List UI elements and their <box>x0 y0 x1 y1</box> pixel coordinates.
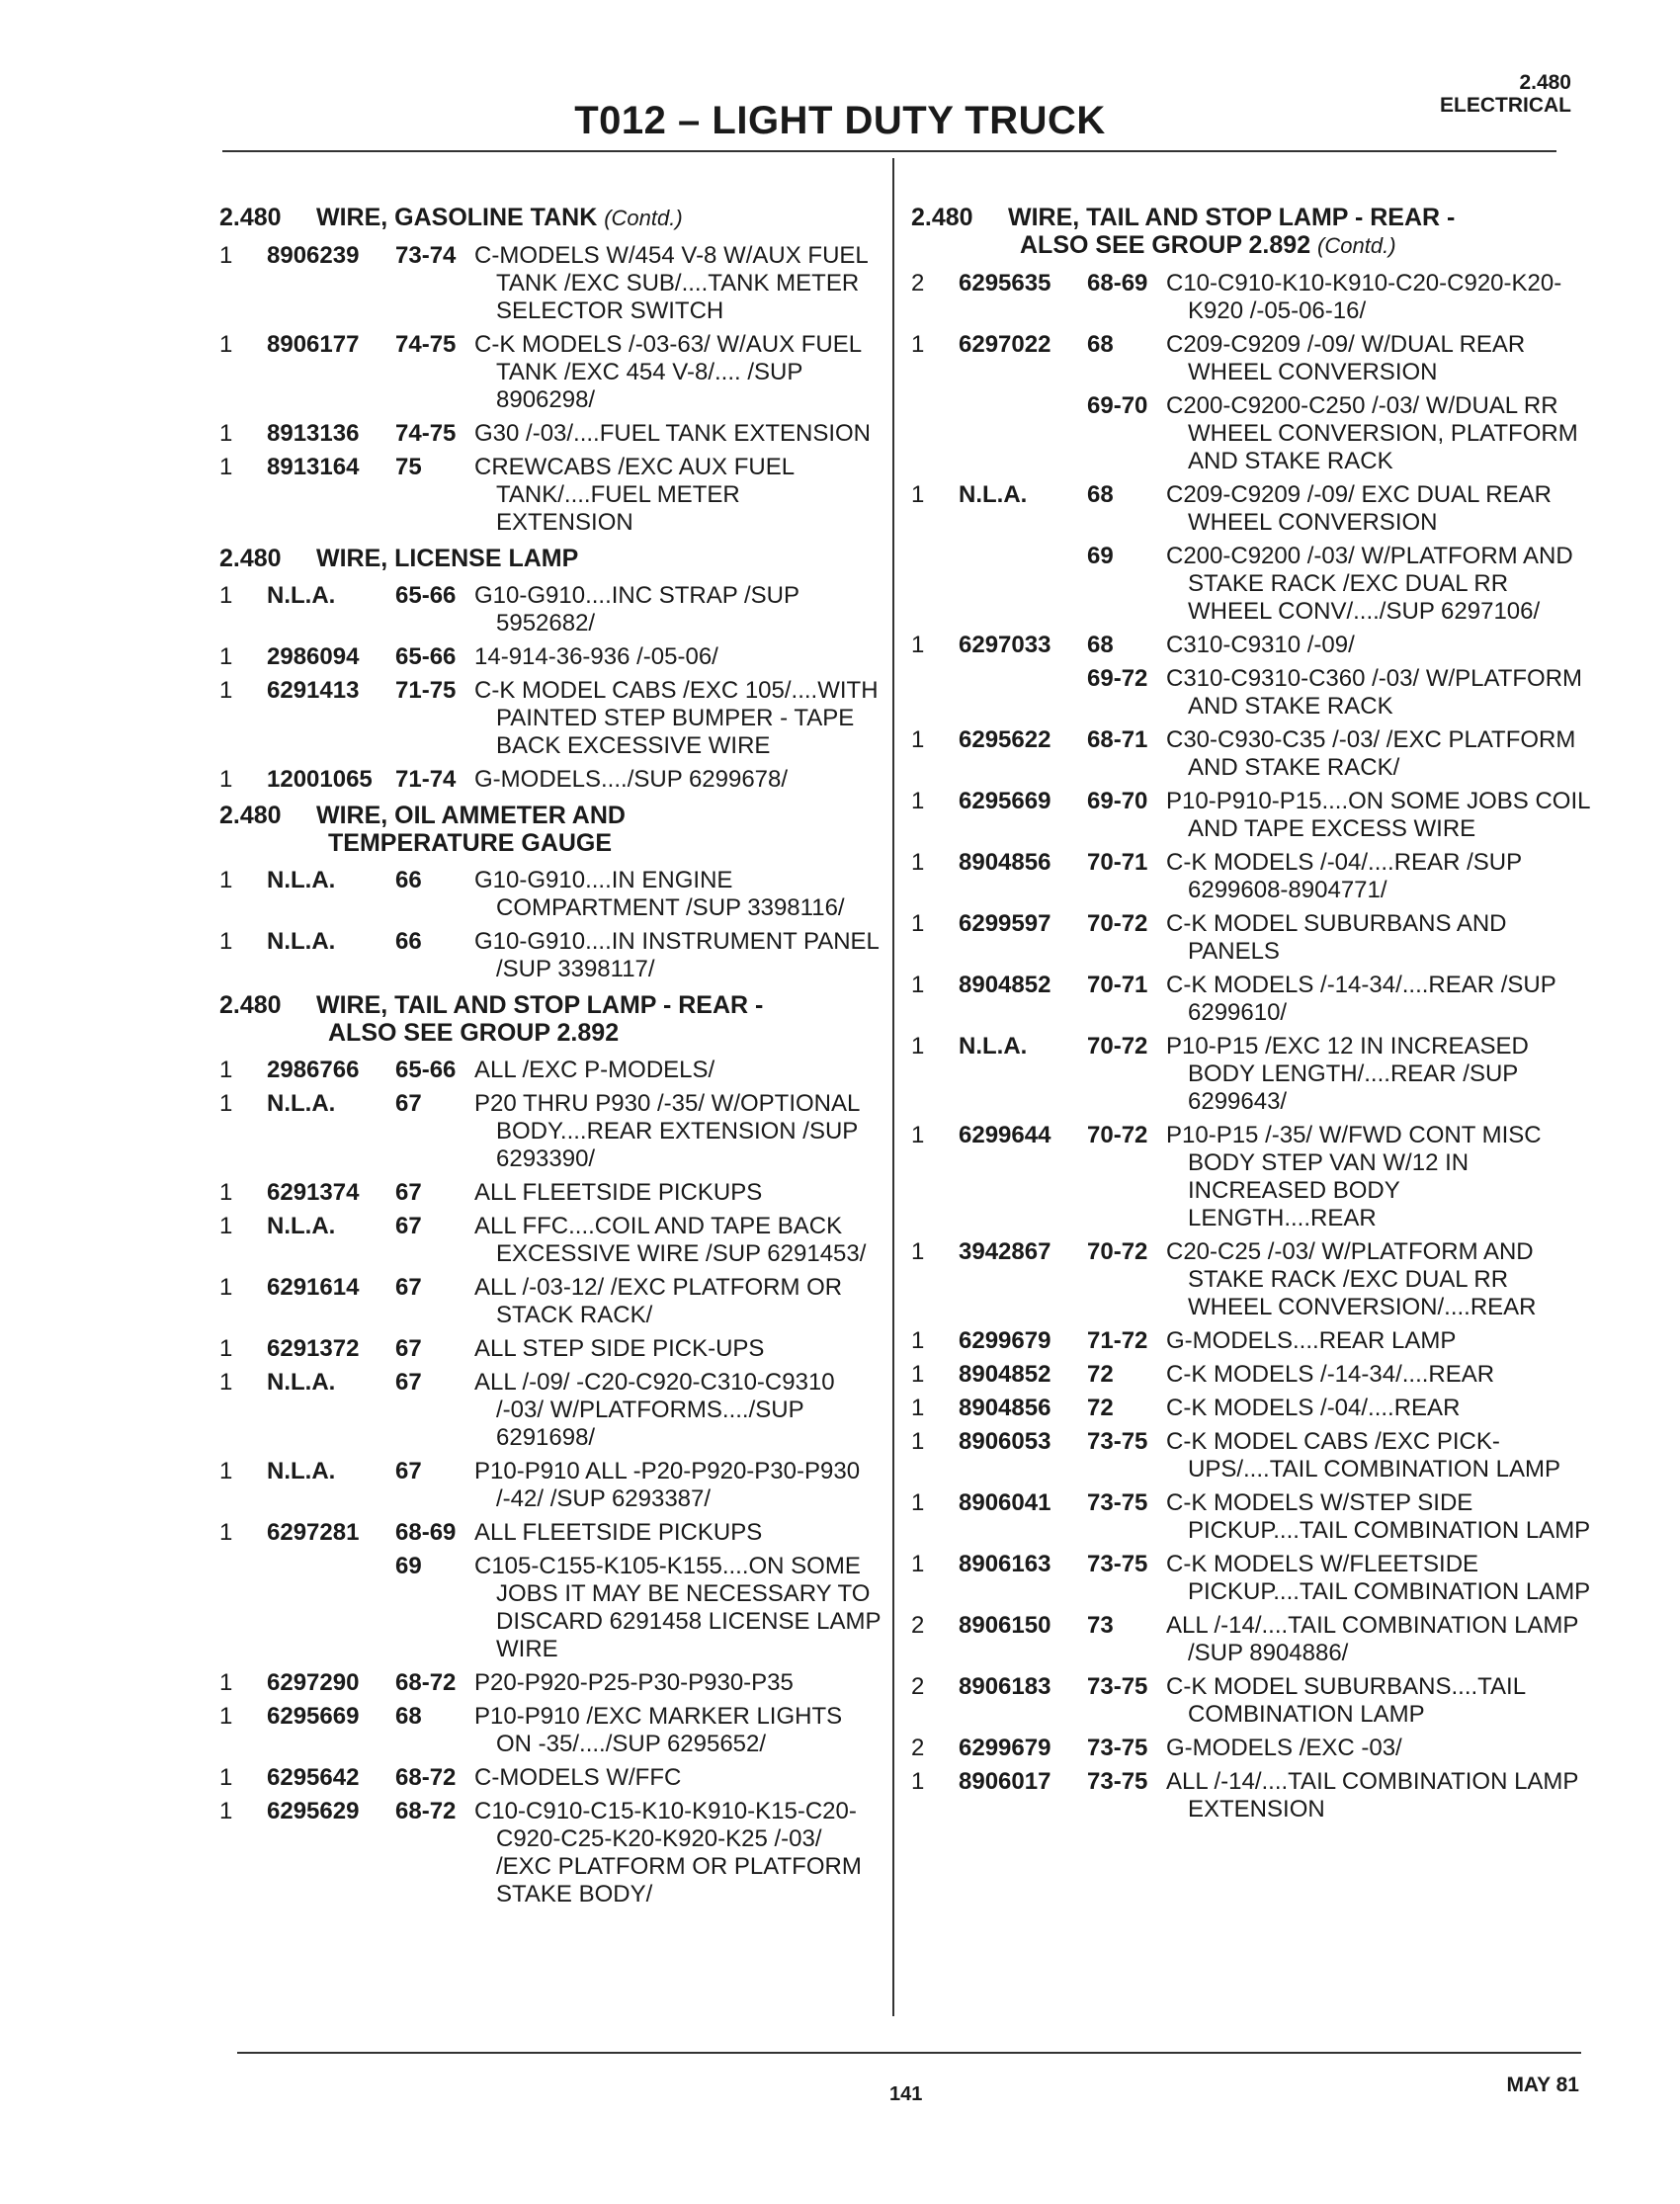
description: P10-P910-P15....ON SOME JOBS COIL AND TAPE EXCESS WIRE <box>1166 788 1590 842</box>
part-row <box>911 1395 1593 1422</box>
contd-label: (Contd.) <box>604 206 683 230</box>
description: ALL FFC....COIL AND TAPE BACK EXCESSIVE WIRE /SUP 6291453/ <box>474 1213 867 1267</box>
group-name: ELECTRICAL <box>1440 94 1571 117</box>
section-heading <box>219 802 882 857</box>
description: G30 /-03/....FUEL TANK EXTENSION <box>474 420 872 447</box>
part-number: N.L.A. <box>267 1458 336 1484</box>
quantity: 2 <box>911 270 925 297</box>
quantity <box>911 392 959 475</box>
description: C-K MODELS /-03-63/ W/AUX FUEL TANK /EXC 454 V-8/.... /SUP 8906298/ <box>474 331 862 413</box>
description: G-MODELS....REAR LAMP <box>1166 1327 1457 1354</box>
part-number: 6295635 <box>959 270 1051 297</box>
part-row <box>219 1458 882 1513</box>
model-years: 69 <box>395 1553 422 1579</box>
description: C-K MODELS W/FLEETSIDE PICKUP....TAIL COMBINATION LAMP <box>1166 1551 1591 1605</box>
part-row <box>911 1122 1593 1232</box>
column-divider <box>892 158 894 2016</box>
model-years: 73-75 <box>1087 1428 1148 1455</box>
quantity: 1 <box>219 677 233 704</box>
section-title-line2 <box>328 1019 882 1047</box>
quantity: 1 <box>911 1768 925 1795</box>
part-number: N.L.A. <box>267 867 336 893</box>
section-title-line2 <box>1020 231 1593 260</box>
part-number: 6297022 <box>959 331 1051 358</box>
section-title-text: WIRE, TAIL AND STOP LAMP - REAR - <box>1008 204 1456 231</box>
part-number: 6295669 <box>267 1703 360 1730</box>
quantity: 1 <box>219 1179 233 1206</box>
model-years: 67 <box>395 1458 422 1484</box>
model-years: 72 <box>1087 1395 1114 1421</box>
part-number: 8906150 <box>959 1612 1051 1639</box>
part-number: N.L.A. <box>267 928 336 955</box>
left-column <box>219 196 882 1914</box>
part-number: N.L.A. <box>267 582 336 609</box>
part-number: 2986766 <box>267 1057 360 1083</box>
part-row <box>219 1703 882 1758</box>
part-row <box>219 1274 882 1329</box>
description: C209-C9209 /-09/ EXC DUAL REAR WHEEL CONVERSION <box>1166 481 1552 536</box>
description: ALL /-14/....TAIL COMBINATION LAMP /SUP 8904886/ <box>1166 1612 1578 1666</box>
quantity <box>911 543 959 626</box>
section-heading <box>911 204 1593 260</box>
section-title <box>316 204 882 232</box>
quantity: 1 <box>219 1458 233 1484</box>
description: C-K MODELS /-14-34/....REAR <box>1166 1361 1495 1388</box>
part-row <box>219 1057 882 1084</box>
quantity: 1 <box>911 331 925 358</box>
part-number: 8906053 <box>959 1428 1051 1455</box>
model-years: 67 <box>395 1213 422 1239</box>
quantity: 1 <box>219 1703 233 1730</box>
part-number: 6299597 <box>959 910 1051 937</box>
quantity: 1 <box>219 1798 233 1824</box>
part-number: 6295669 <box>959 788 1051 814</box>
description: G10-G910....INC STRAP /SUP 5952682/ <box>474 582 799 636</box>
section-number: 2.480 <box>911 204 973 231</box>
part-number: 6291372 <box>267 1335 360 1362</box>
quantity: 1 <box>219 242 233 269</box>
model-years: 70-71 <box>1087 849 1148 876</box>
part-number: 6297281 <box>267 1519 360 1546</box>
model-years: 67 <box>395 1090 422 1117</box>
part-row <box>911 1238 1593 1321</box>
part-number: 6297290 <box>267 1669 360 1696</box>
part-row <box>911 1673 1593 1729</box>
part-number: 2986094 <box>267 643 360 670</box>
description: ALL FLEETSIDE PICKUPS <box>474 1179 763 1206</box>
part-number <box>959 543 1087 626</box>
part-row <box>911 1489 1593 1545</box>
model-years: 74-75 <box>395 420 457 447</box>
page-title: T012 – LIGHT DUTY TRUCK <box>574 99 1106 142</box>
model-years: 70-71 <box>1087 972 1148 998</box>
description: P10-P15 /-35/ W/FWD CONT MISC BODY STEP VAN W/12 IN INCREASED BODY LENGTH....REAR <box>1166 1122 1542 1231</box>
description: ALL FLEETSIDE PICKUPS <box>474 1519 763 1546</box>
right-column <box>911 196 1593 1829</box>
model-years: 73-75 <box>1087 1735 1148 1761</box>
section-title-text: WIRE, OIL AMMETER AND <box>316 802 626 829</box>
part-number: 6291374 <box>267 1179 360 1206</box>
part-number <box>959 665 1087 721</box>
model-years: 69-70 <box>1087 392 1148 419</box>
quantity: 1 <box>219 1669 233 1696</box>
model-years: 69-72 <box>1087 665 1148 692</box>
description: C-K MODEL SUBURBANS....TAIL COMBINATION LAMP <box>1166 1673 1526 1728</box>
part-row <box>911 665 1593 721</box>
model-years: 68-72 <box>395 1798 457 1824</box>
part-row <box>911 1033 1593 1116</box>
model-years: 67 <box>395 1179 422 1206</box>
group-number: 2.480 <box>1519 71 1571 94</box>
model-years: 68 <box>1087 632 1114 658</box>
model-years: 68-72 <box>395 1669 457 1696</box>
part-row <box>219 1213 882 1268</box>
part-number: 8906177 <box>267 331 360 358</box>
section-title-text: WIRE, TAIL AND STOP LAMP - REAR - <box>316 991 764 1019</box>
description: C-MODELS W/FFC <box>474 1764 682 1791</box>
section-title <box>1008 204 1593 231</box>
quantity: 1 <box>219 867 233 893</box>
section-title-text-2: ALSO SEE GROUP 2.892 <box>1020 231 1311 259</box>
description: C30-C930-C35 /-03/ /EXC PLATFORM AND STAKE RACK/ <box>1166 726 1576 781</box>
part-row <box>219 331 882 414</box>
quantity: 1 <box>219 1369 233 1396</box>
section-heading <box>219 545 882 572</box>
model-years: 73-75 <box>1087 1551 1148 1577</box>
description: P10-P15 /EXC 12 IN INCREASED BODY LENGTH/....REAR /SUP 6299643/ <box>1166 1033 1529 1115</box>
model-years: 65-66 <box>395 643 457 670</box>
description: ALL /EXC P-MODELS/ <box>474 1057 715 1083</box>
model-years: 68-69 <box>395 1519 457 1546</box>
description: C-K MODELS /-04/....REAR <box>1166 1395 1461 1421</box>
part-row <box>219 928 882 983</box>
part-row <box>911 270 1593 325</box>
section-number: 2.480 <box>219 204 282 231</box>
model-years: 75 <box>395 454 422 480</box>
model-years: 70-72 <box>1087 1122 1148 1148</box>
description: C-K MODELS W/STEP SIDE PICKUP....TAIL COMBINATION LAMP <box>1166 1489 1591 1544</box>
description: C10-C910-K10-K910-C20-C920-K20-K920 /-05-06-16/ <box>1166 270 1562 324</box>
part-row <box>911 788 1593 843</box>
description: 14-914-36-936 /-05-06/ <box>474 643 718 670</box>
description: P10-P910 /EXC MARKER LIGHTS ON -35/..../SUP 6295652/ <box>474 1703 843 1757</box>
section-number: 2.480 <box>219 545 282 572</box>
description: G-MODELS..../SUP 6299678/ <box>474 766 789 793</box>
model-years: 68 <box>395 1703 422 1730</box>
bottom-divider <box>237 2052 1581 2054</box>
part-row <box>911 1327 1593 1355</box>
quantity: 1 <box>219 766 233 793</box>
quantity: 1 <box>219 582 233 609</box>
part-row <box>911 1428 1593 1483</box>
part-row <box>219 242 882 325</box>
contd-label: (Contd.) <box>1317 233 1396 258</box>
group-header <box>1440 71 1571 117</box>
part-number: 8906041 <box>959 1489 1051 1516</box>
description: C-K MODELS /-14-34/....REAR /SUP 6299610/ <box>1166 972 1556 1026</box>
description: C200-C9200-C250 /-03/ W/DUAL RR WHEEL CONVERSION, PLATFORM AND STAKE RACK <box>1166 392 1578 474</box>
part-number: N.L.A. <box>267 1090 336 1117</box>
description: C209-C9209 /-09/ W/DUAL REAR WHEEL CONVERSION <box>1166 331 1526 385</box>
model-years: 73-75 <box>1087 1673 1148 1700</box>
model-years: 65-66 <box>395 582 457 609</box>
quantity: 2 <box>911 1612 925 1639</box>
quantity: 1 <box>911 1489 925 1516</box>
section-title-text: WIRE, GASOLINE TANK <box>316 204 598 231</box>
part-number: N.L.A. <box>267 1213 336 1239</box>
quantity: 1 <box>911 1122 925 1148</box>
part-row <box>911 1612 1593 1667</box>
section-title-text-2: TEMPERATURE GAUGE <box>328 829 613 857</box>
section-heading <box>219 991 882 1047</box>
part-row <box>219 643 882 671</box>
quantity: 1 <box>219 331 233 358</box>
part-row <box>219 1764 882 1792</box>
description: G-MODELS /EXC -03/ <box>1166 1735 1402 1761</box>
quantity: 1 <box>219 420 233 447</box>
description: P20 THRU P930 /-35/ W/OPTIONAL BODY....REAR EXTENSION /SUP 6293390/ <box>474 1090 860 1172</box>
part-row <box>911 849 1593 904</box>
quantity: 1 <box>911 481 925 508</box>
section-heading <box>219 204 882 232</box>
part-row <box>219 1519 882 1547</box>
part-number: 8913164 <box>267 454 360 480</box>
model-years: 65-66 <box>395 1057 457 1083</box>
quantity: 1 <box>219 1764 233 1791</box>
page-number: 141 <box>889 2083 923 2105</box>
part-row <box>219 582 882 637</box>
model-years: 68-71 <box>1087 726 1148 753</box>
part-number: N.L.A. <box>959 481 1028 508</box>
description: C20-C25 /-03/ W/PLATFORM AND STAKE RACK /EXC DUAL RR WHEEL CONVERSION/....REAR <box>1166 1238 1537 1320</box>
part-number: 6295629 <box>267 1798 360 1824</box>
model-years: 68-72 <box>395 1764 457 1791</box>
part-number: N.L.A. <box>267 1369 336 1396</box>
description: ALL /-14/....TAIL COMBINATION LAMP EXTENSION <box>1166 1768 1578 1823</box>
part-number: 8906163 <box>959 1551 1051 1577</box>
quantity: 1 <box>911 632 925 658</box>
quantity: 1 <box>219 643 233 670</box>
model-years: 73-75 <box>1087 1768 1148 1795</box>
part-number: 8906183 <box>959 1673 1051 1700</box>
quantity: 1 <box>219 1519 233 1546</box>
model-years: 74-75 <box>395 331 457 358</box>
quantity: 2 <box>911 1735 925 1761</box>
part-row <box>911 1768 1593 1823</box>
part-row <box>911 331 1593 386</box>
quantity: 1 <box>911 1033 925 1060</box>
quantity: 1 <box>911 910 925 937</box>
quantity: 1 <box>219 1057 233 1083</box>
part-row <box>219 1553 882 1663</box>
quantity: 1 <box>911 1327 925 1354</box>
description: P10-P910 ALL -P20-P920-P30-P930 /-42/ /SUP 6293387/ <box>474 1458 861 1512</box>
part-number: 6299679 <box>959 1327 1051 1354</box>
part-row <box>219 454 882 537</box>
model-years: 73 <box>1087 1612 1114 1639</box>
quantity: 1 <box>219 454 233 480</box>
model-years: 71-75 <box>395 677 457 704</box>
part-number <box>267 1553 395 1663</box>
part-row <box>219 1090 882 1173</box>
part-row <box>911 972 1593 1027</box>
top-divider <box>222 150 1556 152</box>
model-years: 70-72 <box>1087 1238 1148 1265</box>
part-number: 6299644 <box>959 1122 1051 1148</box>
part-row <box>911 632 1593 659</box>
part-number: 8913136 <box>267 420 360 447</box>
quantity <box>219 1553 267 1663</box>
description: ALL /-03-12/ /EXC PLATFORM OR STACK RACK/ <box>474 1274 843 1328</box>
model-years: 73-74 <box>395 242 457 269</box>
part-number: 8904852 <box>959 1361 1051 1388</box>
model-years: 68-69 <box>1087 270 1148 297</box>
part-number: 8904856 <box>959 849 1051 876</box>
quantity: 1 <box>911 972 925 998</box>
section-number: 2.480 <box>219 802 282 829</box>
description: C-K MODEL CABS /EXC 105/....WITH PAINTED STEP BUMPER - TAPE BACK EXCESSIVE WIRE <box>474 677 879 759</box>
quantity: 1 <box>219 928 233 955</box>
part-row <box>911 392 1593 475</box>
description: ALL /-09/ -C20-C920-C310-C9310 /-03/ W/PLATFORMS..../SUP 6291698/ <box>474 1369 835 1451</box>
part-number: 6291614 <box>267 1274 360 1301</box>
part-row <box>219 1335 882 1363</box>
model-years: 70-72 <box>1087 1033 1148 1060</box>
description: CREWCABS /EXC AUX FUEL TANK/....FUEL METER EXTENSION <box>474 454 795 536</box>
quantity: 1 <box>911 1361 925 1388</box>
part-number: 6297033 <box>959 632 1051 658</box>
description: C105-C155-K105-K155....ON SOME JOBS IT MAY BE NECESSARY TO DISCARD 6291458 LICENSE LAMP WIRE <box>474 1553 882 1662</box>
section-title <box>316 802 882 829</box>
description: C-K MODEL SUBURBANS AND PANELS <box>1166 910 1507 965</box>
part-row <box>911 481 1593 537</box>
description: C200-C9200 /-03/ W/PLATFORM AND STAKE RACK /EXC DUAL RR WHEEL CONV/..../SUP 6297106/ <box>1166 543 1573 625</box>
part-row <box>219 420 882 448</box>
quantity: 1 <box>911 726 925 753</box>
section-title-text: WIRE, LICENSE LAMP <box>316 545 579 572</box>
quantity: 1 <box>911 1395 925 1421</box>
description: P20-P920-P25-P30-P930-P35 <box>474 1669 794 1696</box>
description: G10-G910....IN ENGINE COMPARTMENT /SUP 3398116/ <box>474 867 845 921</box>
model-years: 71-72 <box>1087 1327 1148 1354</box>
description: C310-C9310-C360 /-03/ W/PLATFORM AND STAKE RACK <box>1166 665 1583 720</box>
part-row <box>911 726 1593 782</box>
description: C310-C9310 /-09/ <box>1166 632 1355 658</box>
section-title-text-2: ALSO SEE GROUP 2.892 <box>328 1019 620 1047</box>
model-years: 73-75 <box>1087 1489 1148 1516</box>
part-row <box>911 543 1593 626</box>
quantity: 1 <box>219 1274 233 1301</box>
part-row <box>219 1369 882 1452</box>
part-number: 6299679 <box>959 1735 1051 1761</box>
part-row <box>219 1179 882 1207</box>
part-row <box>911 1735 1593 1762</box>
part-number: N.L.A. <box>959 1033 1028 1060</box>
quantity: 1 <box>911 1551 925 1577</box>
part-number: 8904852 <box>959 972 1051 998</box>
part-row <box>219 867 882 922</box>
section-title-line2 <box>328 829 882 857</box>
section-title <box>316 991 882 1019</box>
model-years: 67 <box>395 1335 422 1362</box>
description: G10-G910....IN INSTRUMENT PANEL /SUP 3398117/ <box>474 928 879 982</box>
part-number: 6295642 <box>267 1764 360 1791</box>
part-row <box>219 1669 882 1697</box>
quantity <box>911 665 959 721</box>
model-years: 72 <box>1087 1361 1114 1388</box>
quantity: 2 <box>911 1673 925 1700</box>
model-years: 71-74 <box>395 766 457 793</box>
model-years: 66 <box>395 928 422 955</box>
quantity: 1 <box>911 1238 925 1265</box>
section-number: 2.480 <box>219 991 282 1019</box>
quantity: 1 <box>911 849 925 876</box>
part-number: 3942867 <box>959 1238 1051 1265</box>
part-row <box>219 766 882 794</box>
model-years: 70-72 <box>1087 910 1148 937</box>
model-years: 69-70 <box>1087 788 1148 814</box>
model-years: 69 <box>1087 543 1114 569</box>
part-row <box>911 1551 1593 1606</box>
description: C-K MODEL CABS /EXC PICK-UPS/....TAIL COMBINATION LAMP <box>1166 1428 1560 1483</box>
model-years: 68 <box>1087 331 1114 358</box>
description: ALL STEP SIDE PICK-UPS <box>474 1335 765 1362</box>
part-row <box>911 910 1593 966</box>
part-number: 6291413 <box>267 677 360 704</box>
model-years: 67 <box>395 1369 422 1396</box>
quantity: 1 <box>219 1090 233 1117</box>
quantity: 1 <box>219 1335 233 1362</box>
issue-date: MAY 81 <box>1506 2074 1579 2096</box>
section-title <box>316 545 882 572</box>
part-number: 6295622 <box>959 726 1051 753</box>
quantity: 1 <box>911 788 925 814</box>
part-number: 8906017 <box>959 1768 1051 1795</box>
model-years: 68 <box>1087 481 1114 508</box>
quantity: 1 <box>911 1428 925 1455</box>
description: C-MODELS W/454 V-8 W/AUX FUEL TANK /EXC SUB/....TANK METER SELECTOR SWITCH <box>474 242 868 324</box>
part-number: 8904856 <box>959 1395 1051 1421</box>
part-number: 8906239 <box>267 242 360 269</box>
part-number <box>959 392 1087 475</box>
part-row <box>219 677 882 760</box>
description: C10-C910-C15-K10-K910-K15-C20-C920-C25-K20-K920-K25 /-03/ /EXC PLATFORM OR PLATFORM STAKE BODY/ <box>474 1798 862 1907</box>
description: C-K MODELS /-04/....REAR /SUP 6299608-8904771/ <box>1166 849 1522 903</box>
part-row <box>219 1798 882 1908</box>
model-years: 66 <box>395 867 422 893</box>
model-years: 67 <box>395 1274 422 1301</box>
quantity: 1 <box>219 1213 233 1239</box>
part-row <box>911 1361 1593 1389</box>
part-number: 12001065 <box>267 766 373 793</box>
